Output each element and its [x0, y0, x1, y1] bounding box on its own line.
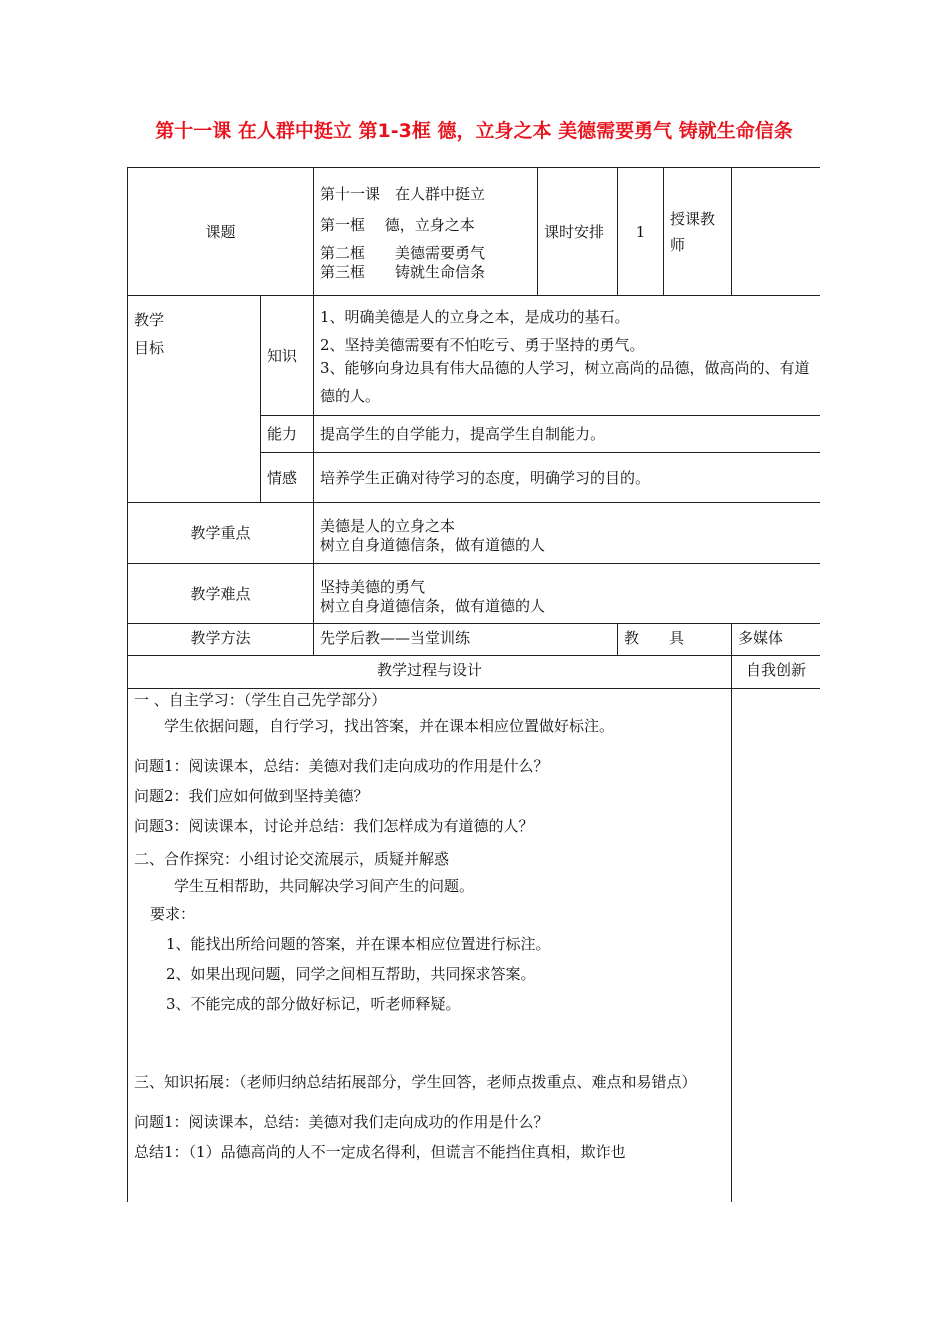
method-label: 教学方法 — [128, 624, 314, 656]
ability-text: 提高学生的自学能力，提高学生自制能力。 — [314, 416, 820, 453]
difficulty: 树立自身道德信条，做有道德的人 — [320, 597, 546, 615]
difficulties-label: 教学难点 — [128, 564, 314, 624]
ability-label: 能力 — [261, 416, 314, 453]
lesson-plan-table — [127, 167, 820, 1202]
knowledge-cell — [314, 296, 820, 416]
section2-title: 二、合作探究：小组讨论交流展示，质疑并解惑 — [134, 850, 450, 868]
requirement: 1、能找出所给问题的答案，并在课本相应位置进行标注。 — [166, 935, 551, 953]
key-points-label: 教学重点 — [128, 503, 314, 564]
topic-cell — [314, 168, 538, 296]
section3-question: 问题1：阅读课本，总结：美德对我们走向成功的作用是什么？ — [134, 1113, 549, 1131]
knowledge-label: 知识 — [261, 296, 314, 416]
process-header: 教学过程与设计 — [128, 656, 732, 689]
document-title: 第十一课 在人群中挺立 第1-3框 德，立身之本 美德需要勇气 铸就生命信条 — [155, 120, 793, 142]
self-innovation-cell — [732, 689, 820, 1203]
question: 问题2：我们应如何做到坚持美德？ — [134, 787, 369, 805]
emotion-label: 情感 — [261, 453, 314, 503]
knowledge-item: 3、能够向身边具有伟大品德的人学习，树立高尚的品德，做高尚的、有道德的人。 — [320, 359, 810, 405]
section1-title: 一 、自主学习：（学生自己先学部分） — [134, 691, 387, 709]
section3-summary: 总结1：（1）品德高尚的人不一定成名得利，但谎言不能挡住真相，欺诈也 — [134, 1143, 626, 1161]
difficulty: 坚持美德的勇气 — [320, 578, 426, 596]
key-point: 树立自身道德信条，做有道德的人 — [320, 536, 546, 554]
requirements-label: 要求： — [150, 905, 196, 923]
tools-label: 教 具 — [618, 624, 732, 656]
question: 问题3：阅读课本，讨论并总结：我们怎样成为有道德的人？ — [134, 817, 534, 835]
lesson-plan — [127, 167, 820, 1202]
method-value: 先学后教——当堂训练 — [314, 624, 618, 656]
objectives-label-cell — [128, 296, 261, 503]
requirement: 2、如果出现问题，同学之间相互帮助，共同探求答案。 — [166, 965, 536, 983]
process-body — [128, 689, 732, 1203]
topic-label: 课题 — [128, 168, 314, 296]
emotion-text: 培养学生正确对待学习的态度，明确学习的目的。 — [314, 453, 820, 503]
section2-intro: 学生互相帮助，共同解决学习间产生的问题。 — [174, 877, 475, 895]
side-header: 自我创新 — [732, 656, 820, 689]
key-points-cell — [314, 503, 820, 564]
tools-value: 多媒体 — [732, 624, 820, 656]
topic-line: 第一框 德，立身之本 — [320, 216, 475, 234]
key-point: 美德是人的立身之本 — [320, 517, 456, 535]
topic-line: 第三框 铸就生命信条 — [320, 263, 486, 281]
teacher-value — [732, 168, 820, 296]
requirement: 3、不能完成的部分做好标记，听老师释疑。 — [166, 995, 461, 1013]
difficulties-cell — [314, 564, 820, 624]
hours-label: 课时安排 — [538, 168, 618, 296]
question: 问题1：阅读课本，总结：美德对我们走向成功的作用是什么？ — [134, 757, 549, 775]
hours-value: 1 — [618, 168, 664, 296]
knowledge-item: 2、坚持美德需要有不怕吃亏、勇于坚持的勇气。 — [320, 336, 645, 354]
knowledge-item: 1、明确美德是人的立身之本，是成功的基石。 — [320, 308, 630, 326]
section3-title: 三、知识拓展：（老师归纳总结拓展部分，学生回答，老师点拨重点、难点和易错点） — [134, 1073, 697, 1091]
objectives-label: 教学目标 — [134, 311, 165, 357]
topic-line: 第二框 美德需要勇气 — [320, 244, 486, 262]
topic-line: 第十一课 在人群中挺立 — [320, 185, 486, 203]
section1-intro: 学生依据问题，自行学习，找出答案，并在课本相应位置做好标注。 — [164, 717, 615, 735]
teacher-label: 授课教师 — [664, 168, 732, 296]
